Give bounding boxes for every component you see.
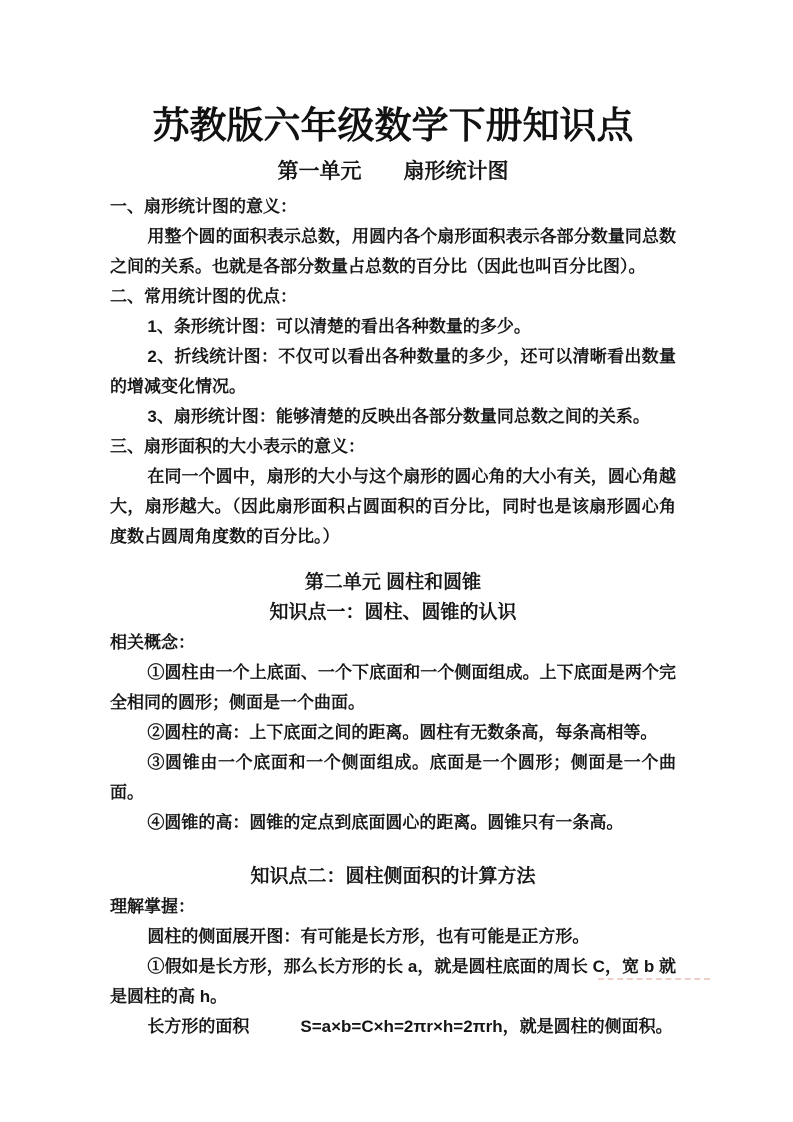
concept-item-3: ③圆锥由一个底面和一个侧面组成。底面是一个圆形；侧面是一个曲面。: [110, 753, 676, 802]
document-title: 苏教版六年级数学下册知识点: [152, 105, 634, 146]
unit1-heading: 第一单元 扇形统计图: [277, 160, 509, 183]
section1-title: 一、扇形统计图的意义：: [110, 197, 297, 216]
knowledge-point2-heading: 知识点二：圆柱侧面积的计算方法: [250, 866, 536, 887]
unit2-heading: 第二单元 圆柱和圆锥: [304, 572, 482, 593]
section2-item-bar-chart: 1、条形统计图：可以清楚的看出各种数量的多少。: [147, 317, 531, 336]
section3-body: 在同一个圆中，扇形的大小与这个扇形的圆心角的大小有关，圆心角越大，扇形越大。（因此扇形面积占圆面积的百分比，同时也是该扇形圆心角度数占圆周角度数的百分比。）: [110, 467, 676, 546]
concept-item-1: ①圆柱由一个上底面、一个下底面和一个侧面组成。上下底面是两个完全相同的圆形；侧面是一个曲面。: [110, 663, 676, 712]
section3-title: 三、扇形面积的大小表示的意义：: [110, 437, 365, 456]
concept-item-2: ②圆柱的高：上下底面之间的距离。圆柱有无数条高，每条高相等。: [147, 723, 658, 742]
section2-item-pie-chart: 3、扇形统计图：能够清楚的反映出各部分数量同总数之间的关系。: [147, 407, 650, 426]
understand-master-label: 理解掌握：: [110, 897, 195, 916]
rectangle-case-paragraph: ①假如是长方形，那么长方形的长 a，就是圆柱底面的周长 C，宽 b 就是圆柱的高 h。: [110, 957, 676, 1006]
section1-body: 用整个圆的面积表示总数，用圆内各个扇形面积表示各部分数量同总数之间的关系。也就是各部分数量占总数的百分比（因此也叫百分比图）。: [110, 227, 676, 276]
lateral-surface-intro: 圆柱的侧面展开图：有可能是长方形，也有可能是正方形。: [147, 927, 590, 946]
section2-title: 二、常用统计图的优点：: [110, 287, 297, 306]
concept-item-4: ④圆锥的高：圆锥的定点到底面圆心的距离。圆锥只有一条高。: [147, 813, 624, 832]
related-concepts-label: 相关概念：: [110, 633, 195, 652]
knowledge-point1-heading: 知识点一：圆柱、圆锥的认识: [269, 602, 517, 623]
section2-item-line-chart: 2、折线统计图：不仅可以看出各种数量的多少，还可以清晰看出数量的增减变化情况。: [110, 347, 676, 396]
area-formula-line: 长方形的面积 S=a×b=C×h=2πr×h=2πrh，就是圆柱的侧面积。: [147, 1017, 673, 1036]
